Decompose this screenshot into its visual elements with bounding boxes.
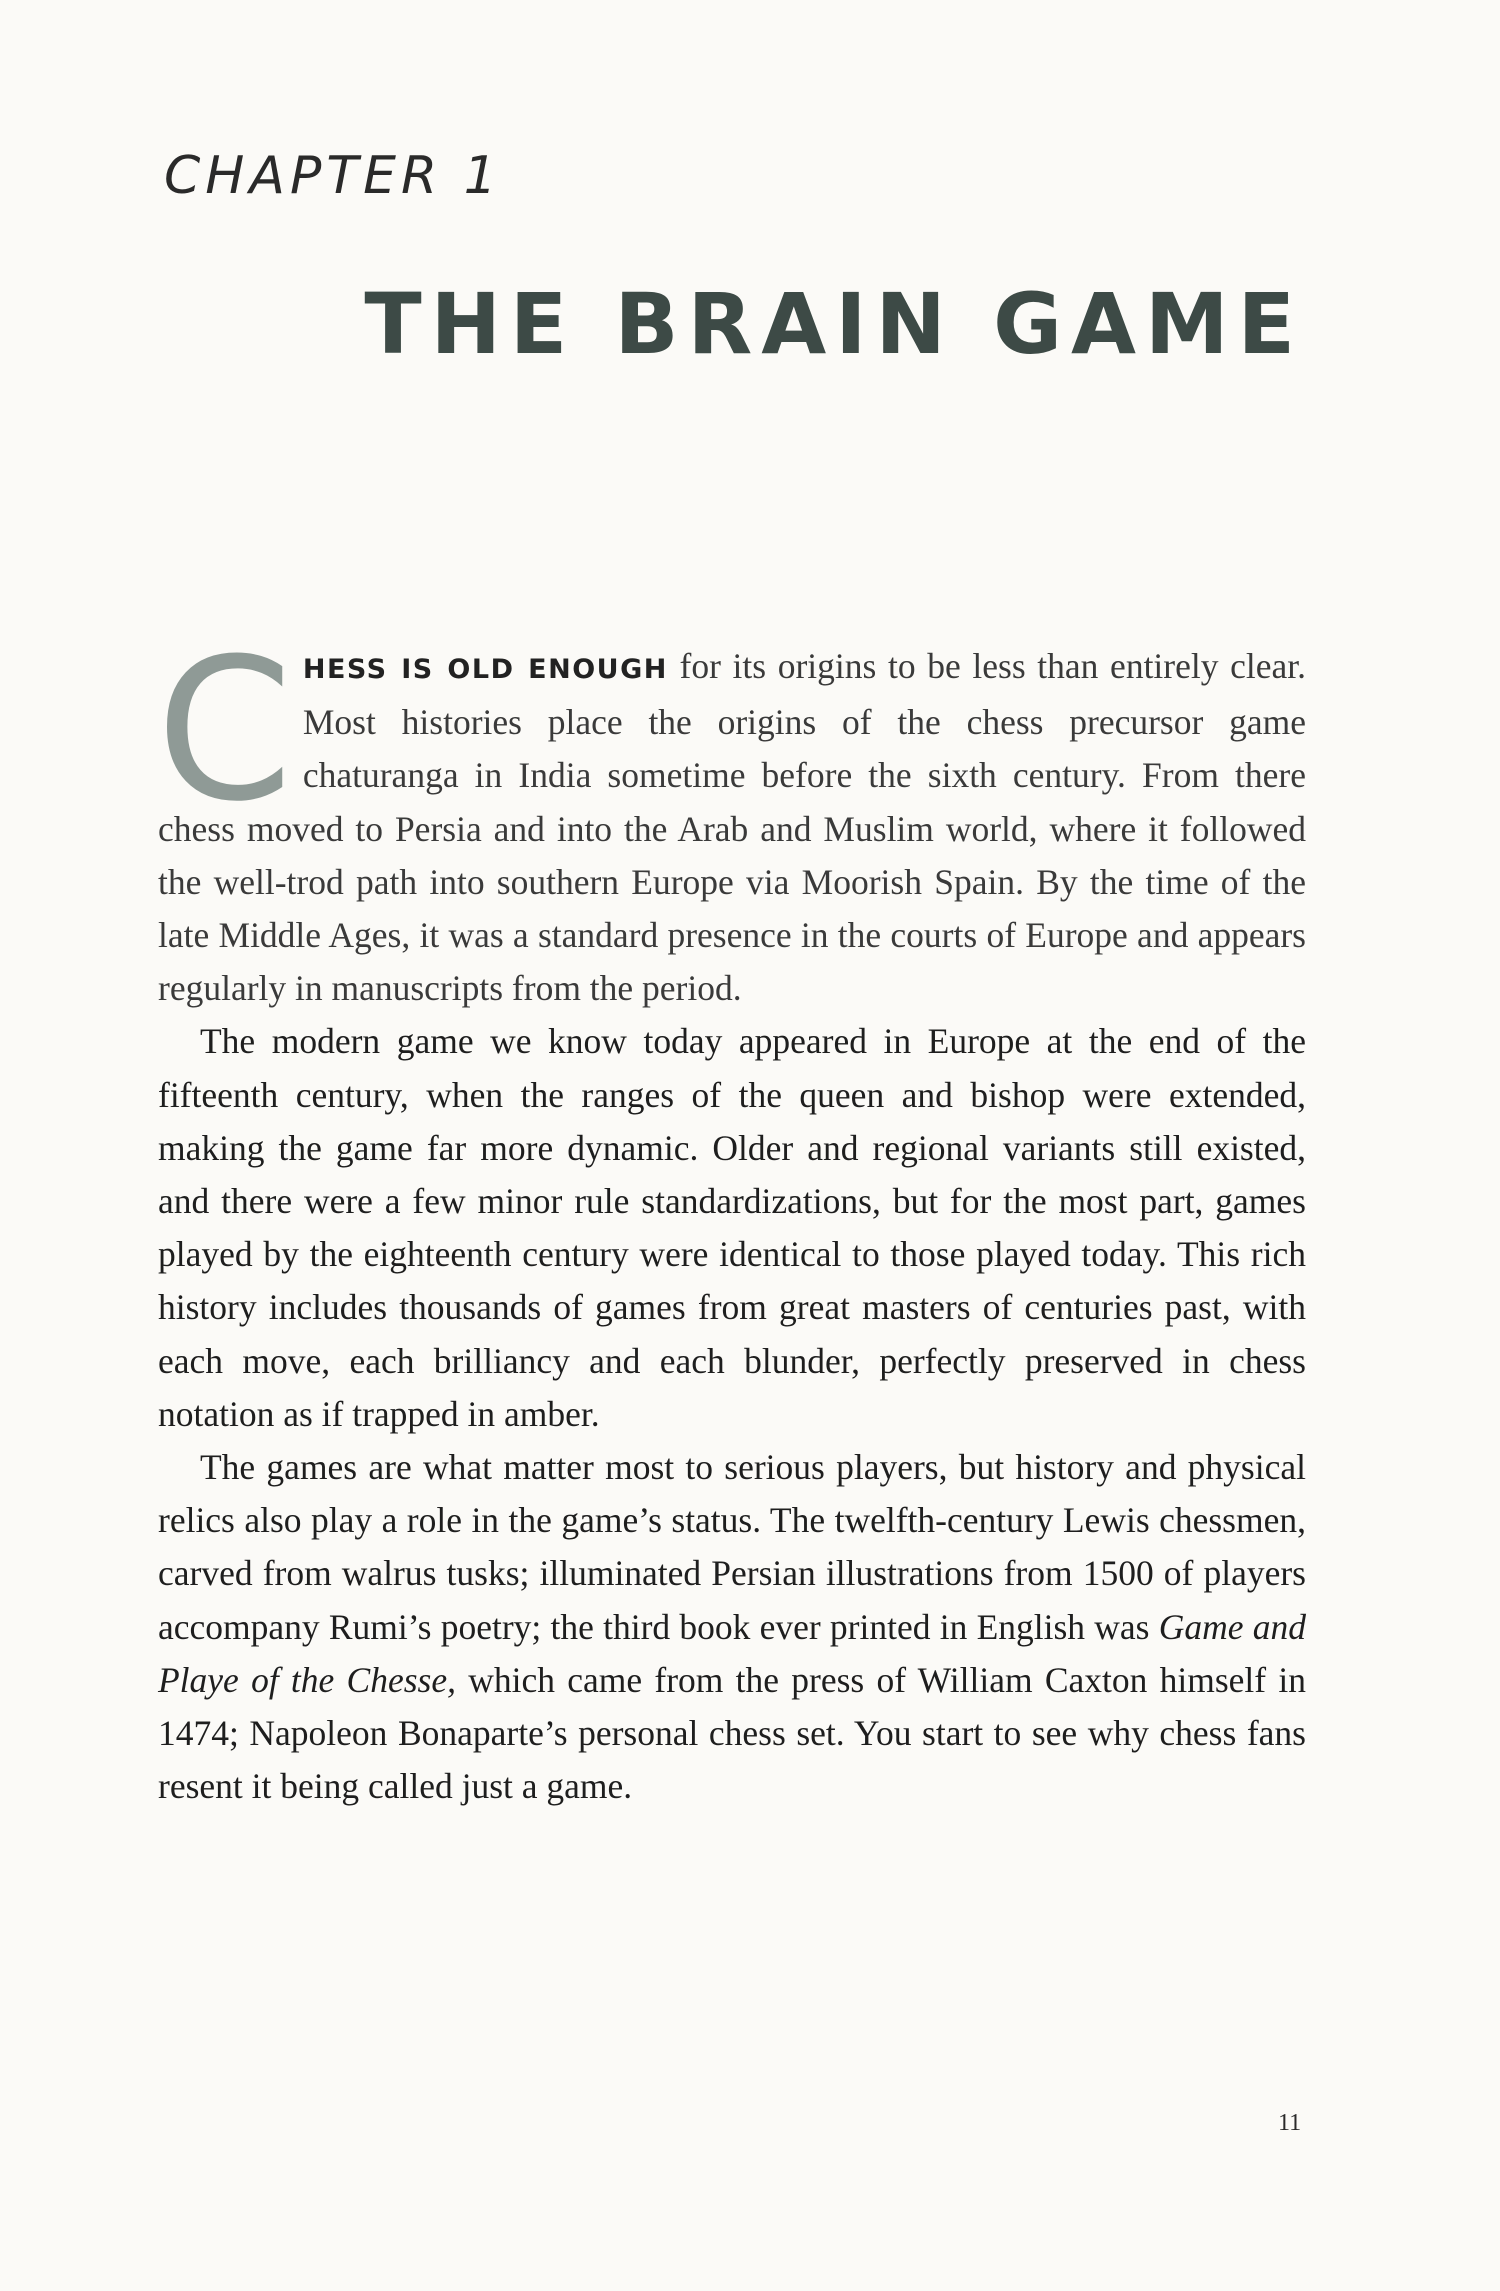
paragraph-3 <box>158 1441 1306 1813</box>
page-number: 11 <box>1278 2110 1302 2136</box>
paragraph-3-text-after: which came from the press of William Caxton himself in 1474; Napoleon Bonaparte’s personal chess set. You start to see why chess fans resent it being called just a game. <box>158 1659 1306 1807</box>
drop-cap: C <box>156 617 293 845</box>
opening-small-caps: HESS IS OLD ENOUGH <box>302 654 668 685</box>
opening-paragraph <box>156 617 1306 1015</box>
chapter-body <box>156 617 1307 1813</box>
opening-text: for its origins to be less than entirely clear. Most histories place the origins of the chess precursor game chaturanga in India sometime before the sixth century. From there chess moved to Persia and into the Arab and Muslim world, where it followed the well-trod path into southern Europe via Moorish Spain. By the time of the late Middle Ages, it was a standard presence in the courts of Europe and appears regularly in manuscripts from the period. <box>158 646 1306 1009</box>
chapter-label: CHAPTER 1 <box>164 146 502 206</box>
paragraph-2: The modern game we know today appeared in Europe at the end of the fifteenth century, when the ranges of the queen and bishop were extended, making the game far more dynamic. Older and regional variants still existed, and there were a few minor rule standardizations, but for the most part, games played by the eighteenth century were identical to those played today. This rich history includes thousands of games from great masters of centuries past, with each move, each brilliancy and each blunder, perfectly preserved in chess notation as if trapped in amber. <box>158 1021 1306 1434</box>
paragraph-3-text-before: The games are what matter most to serious players, but history and physical relics also play a role in the game’s status. The twelfth-century Lewis chessmen, carved from walrus tusks; illuminated Persian illustrations from 1500 of players accompany Rumi’s poetry; the third book ever printed in English was <box>158 1447 1306 1647</box>
chapter-title: THE BRAIN GAME <box>364 275 1304 373</box>
book-title: Game and Playe of the Chesse, <box>158 1606 1307 1700</box>
